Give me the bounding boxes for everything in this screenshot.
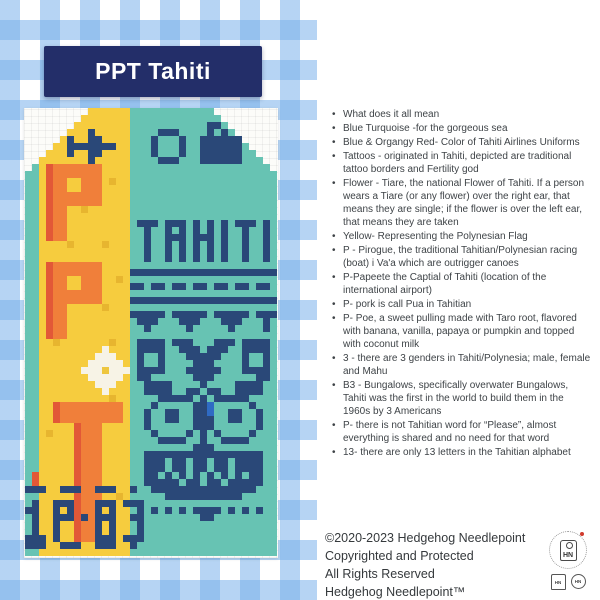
hn-tag-icon: [560, 540, 577, 561]
logo-ring: [549, 531, 587, 569]
copyright-line: All Rights Reserved: [325, 567, 435, 581]
list-item: • Blue & Organgy Red- Color of Tahiti Airlines Uniforms: [330, 136, 593, 149]
copyright-line: Copyrighted and Protected: [325, 549, 474, 563]
title-banner: [44, 46, 262, 97]
list-item: • P-Papeete the Captial of Tahiti (location of the international airport): [330, 271, 593, 297]
banner-title: PPT Tahiti: [95, 58, 211, 84]
hn-monogram: HN: [562, 551, 574, 559]
mini-tag-icon: HN: [551, 574, 566, 590]
list-item: • What does it all mean: [330, 108, 593, 121]
copyright-block: [325, 529, 555, 600]
list-item: • P- there is not Tahitian word for “Please”, almost everything is shared and no need for that word: [330, 419, 593, 445]
list-item: • Tattoos - originated in Tahiti, depicted are traditional tattoo borders and Fertility god: [330, 150, 593, 176]
canvas-pixel-art: [18, 101, 25, 108]
needlepoint-canvas: [24, 108, 278, 558]
list-item: • Yellow- Representing the Polynesian Flag: [330, 230, 593, 243]
hedgehog-needlepoint-logo: [545, 531, 591, 590]
mini-circle-icon: HN: [571, 574, 586, 589]
list-item: • Blue Turquoise -for the gorgeous sea: [330, 122, 593, 135]
red-dot-icon: [580, 532, 584, 536]
list-item: • B3 - Bungalows, specifically overwater Bungalows, Tahiti was the first in the world to build them in the 1960s by 3 Americans: [330, 379, 593, 418]
copyright-line: ©2020-2023 Hedgehog Needlepoint: [325, 531, 526, 545]
list-item: • Flower - Tiare, the national Flower of Tahiti. If a person wears a Tiare (or any flower) over the right ear, that means they are single; if the flower is over the left ear, that means they are taken: [330, 177, 593, 229]
logo-minis: [545, 574, 591, 590]
list-item: • P - Pirogue, the traditional Tahitian/Polynesian racing (boat) i Va'a which are outrigger canoes: [330, 244, 593, 270]
list-item: • 13- there are only 13 letters in the Tahitian alphabet: [330, 446, 593, 459]
info-list: [330, 108, 593, 460]
list-item: • P- Poe, a sweet pulling made with Taro root, flavored with banana, vanilla, papaya or pumpkin and topped with coconut milk: [330, 312, 593, 351]
list-item: • P- pork is call Pua in Tahitian: [330, 298, 593, 311]
list-item: • 3 - there are 3 genders in Tahiti/Polynesia; male, female and Mahu: [330, 352, 593, 378]
copyright-line: Hedgehog Needlepoint™: [325, 585, 466, 599]
